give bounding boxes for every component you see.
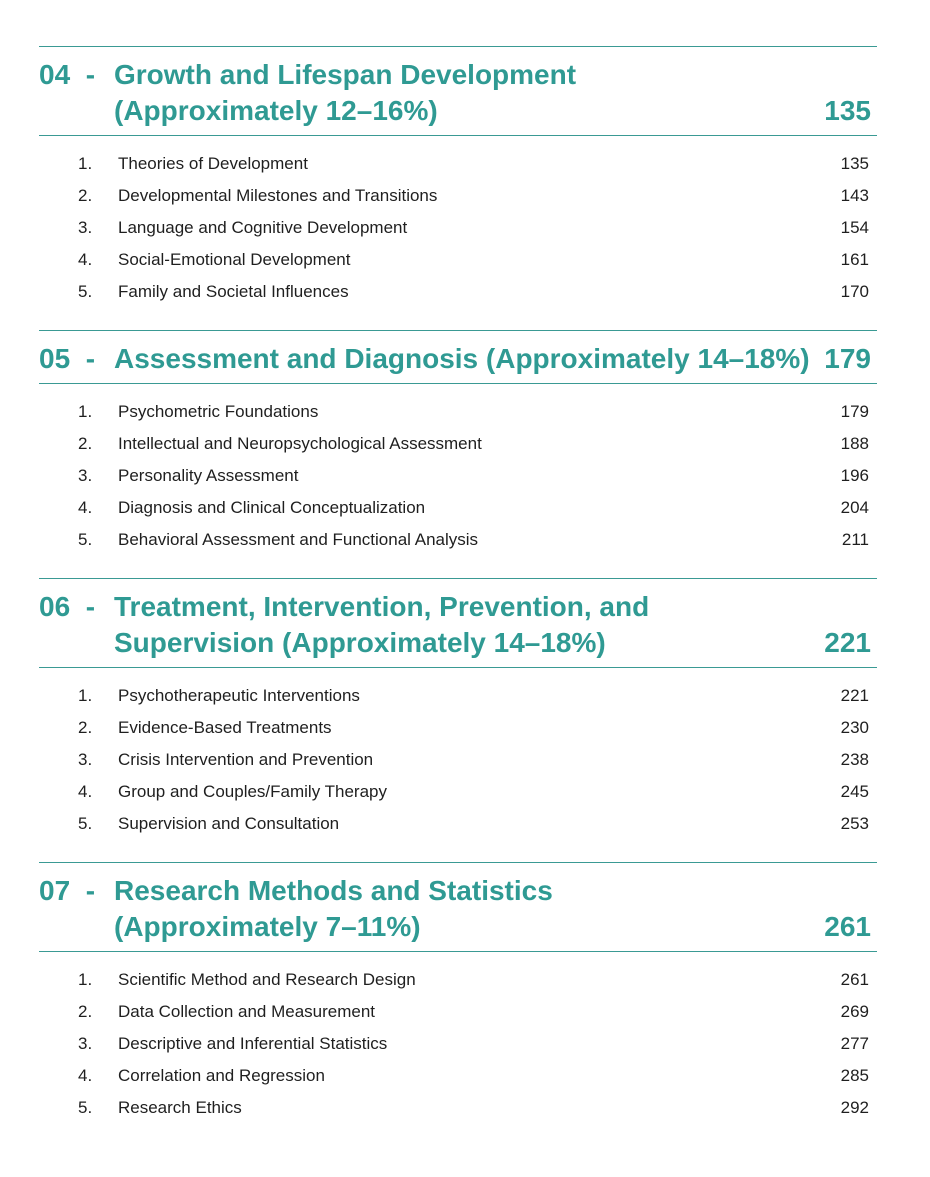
chapter-page-number: 135 xyxy=(824,95,871,126)
list-item[interactable] xyxy=(39,212,877,244)
chapter-07 xyxy=(39,862,877,1124)
chapter-title xyxy=(114,341,814,377)
list-item[interactable] xyxy=(39,460,877,492)
item-title: Evidence-Based Treatments xyxy=(118,718,332,737)
list-item[interactable] xyxy=(39,680,877,712)
item-number: 1. xyxy=(78,970,93,989)
item-title: Crisis Intervention and Prevention xyxy=(118,750,374,769)
item-title: Supervision and Consultation xyxy=(118,814,340,833)
item-number: 1. xyxy=(78,686,93,705)
item-number: 5. xyxy=(78,1098,93,1117)
chapter-number-value: 05 xyxy=(39,343,71,374)
item-number: 2. xyxy=(78,1002,93,1021)
chapter-number-value: 07 xyxy=(39,875,71,906)
list-item[interactable] xyxy=(39,712,877,744)
chapter-title-line: (Approximately 7–11%) xyxy=(114,911,421,942)
list-item[interactable] xyxy=(39,1060,877,1092)
list-item[interactable] xyxy=(39,1028,877,1060)
list-item[interactable] xyxy=(39,492,877,524)
chapter-separator: - xyxy=(85,343,96,374)
chapter-title-line: Supervision (Approximately 14–18%) xyxy=(114,627,606,658)
item-page-number: 154 xyxy=(840,218,869,237)
chapter-title xyxy=(114,873,814,945)
item-title: Data Collection and Measurement xyxy=(118,1002,376,1021)
chapter-05 xyxy=(39,330,877,556)
item-page-number: 221 xyxy=(840,686,869,705)
item-page-number: 204 xyxy=(840,498,869,517)
item-number: 4. xyxy=(78,782,93,801)
chapter-heading[interactable] xyxy=(39,47,877,135)
item-title: Diagnosis and Clinical Conceptualization xyxy=(118,498,426,517)
chapter-number-value: 04 xyxy=(39,59,71,90)
item-number: 1. xyxy=(78,402,93,421)
chapter-title-line: Assessment and Diagnosis (Approximately 14–18%) xyxy=(114,343,810,374)
item-number: 3. xyxy=(78,218,93,237)
chapter-separator: - xyxy=(85,591,96,622)
item-title: Theories of Development xyxy=(118,154,308,173)
item-title: Social-Emotional Development xyxy=(118,250,351,269)
chapter-number xyxy=(39,57,114,93)
item-title: Personality Assessment xyxy=(118,466,299,485)
list-item[interactable] xyxy=(39,148,877,180)
chapter-number xyxy=(39,341,114,377)
list-item[interactable] xyxy=(39,428,877,460)
section-list xyxy=(39,668,877,840)
item-number: 4. xyxy=(78,250,93,269)
table-of-contents xyxy=(39,46,877,1124)
item-title: Scientific Method and Research Design xyxy=(118,970,416,989)
list-item[interactable] xyxy=(39,776,877,808)
list-item[interactable] xyxy=(39,808,877,840)
chapter-page-number: 261 xyxy=(824,911,871,942)
item-title: Descriptive and Inferential Statistics xyxy=(118,1034,388,1053)
item-number: 3. xyxy=(78,750,93,769)
list-item[interactable] xyxy=(39,180,877,212)
item-number: 2. xyxy=(78,718,93,737)
chapter-heading[interactable] xyxy=(39,863,877,951)
list-item[interactable] xyxy=(39,744,877,776)
item-number: 4. xyxy=(78,1066,93,1085)
list-item[interactable] xyxy=(39,1092,877,1124)
item-page-number: 277 xyxy=(840,1034,869,1053)
item-page-number: 238 xyxy=(840,750,869,769)
item-page-number: 269 xyxy=(840,1002,869,1021)
item-page-number: 196 xyxy=(840,466,869,485)
item-page-number: 143 xyxy=(840,186,869,205)
item-page-number: 261 xyxy=(840,970,869,989)
chapter-separator: - xyxy=(85,59,96,90)
item-number: 2. xyxy=(78,434,93,453)
item-title: Developmental Milestones and Transitions xyxy=(118,186,438,205)
item-number: 3. xyxy=(78,466,93,485)
chapter-title-line: Treatment, Intervention, Prevention, and xyxy=(114,591,650,622)
item-page-number: 179 xyxy=(840,402,869,421)
item-page-number: 285 xyxy=(840,1066,869,1085)
list-item[interactable] xyxy=(39,996,877,1028)
section-list xyxy=(39,384,877,556)
item-page-number: 245 xyxy=(840,782,869,801)
item-title: Language and Cognitive Development xyxy=(118,218,408,237)
chapter-separator: - xyxy=(85,875,96,906)
chapter-04 xyxy=(39,46,877,308)
item-page-number: 211 xyxy=(841,530,869,549)
item-title: Behavioral Assessment and Functional Analysis xyxy=(118,530,479,549)
item-number: 2. xyxy=(78,186,93,205)
list-item[interactable] xyxy=(39,524,877,556)
item-title: Psychotherapeutic Interventions xyxy=(118,686,360,705)
item-page-number: 253 xyxy=(840,814,869,833)
list-item[interactable] xyxy=(39,276,877,308)
list-item[interactable] xyxy=(39,964,877,996)
item-page-number: 161 xyxy=(840,250,869,269)
chapter-heading[interactable] xyxy=(39,579,877,667)
item-page-number: 170 xyxy=(840,282,869,301)
item-page-number: 188 xyxy=(840,434,869,453)
list-item[interactable] xyxy=(39,244,877,276)
item-page-number: 292 xyxy=(840,1098,869,1117)
item-number: 5. xyxy=(78,282,93,301)
section-list xyxy=(39,952,877,1124)
chapter-heading[interactable] xyxy=(39,331,877,383)
item-number: 3. xyxy=(78,1034,93,1053)
chapter-title-line: Research Methods and Statistics xyxy=(114,875,553,906)
item-title: Research Ethics xyxy=(118,1098,242,1117)
item-number: 5. xyxy=(78,814,93,833)
item-title: Family and Societal Influences xyxy=(118,282,349,301)
chapter-number xyxy=(39,589,114,625)
chapter-title xyxy=(114,589,814,661)
chapter-06 xyxy=(39,578,877,840)
item-page-number: 230 xyxy=(840,718,869,737)
chapter-title-line: Growth and Lifespan Development xyxy=(114,59,577,90)
item-number: 4. xyxy=(78,498,93,517)
chapter-number xyxy=(39,873,114,909)
chapter-title xyxy=(114,57,814,129)
item-title: Psychometric Foundations xyxy=(118,402,319,421)
item-number: 5. xyxy=(78,530,93,549)
chapter-title-line: (Approximately 12–16%) xyxy=(114,95,438,126)
chapter-page-number: 179 xyxy=(824,343,871,374)
item-page-number: 135 xyxy=(840,154,869,173)
section-list xyxy=(39,136,877,308)
item-number: 1. xyxy=(78,154,93,173)
item-title: Correlation and Regression xyxy=(118,1066,325,1085)
item-title: Intellectual and Neuropsychological Assessment xyxy=(118,434,482,453)
item-title: Group and Couples/Family Therapy xyxy=(118,782,387,801)
list-item[interactable] xyxy=(39,396,877,428)
chapter-number-value: 06 xyxy=(39,591,71,622)
chapter-page-number: 221 xyxy=(824,627,871,658)
